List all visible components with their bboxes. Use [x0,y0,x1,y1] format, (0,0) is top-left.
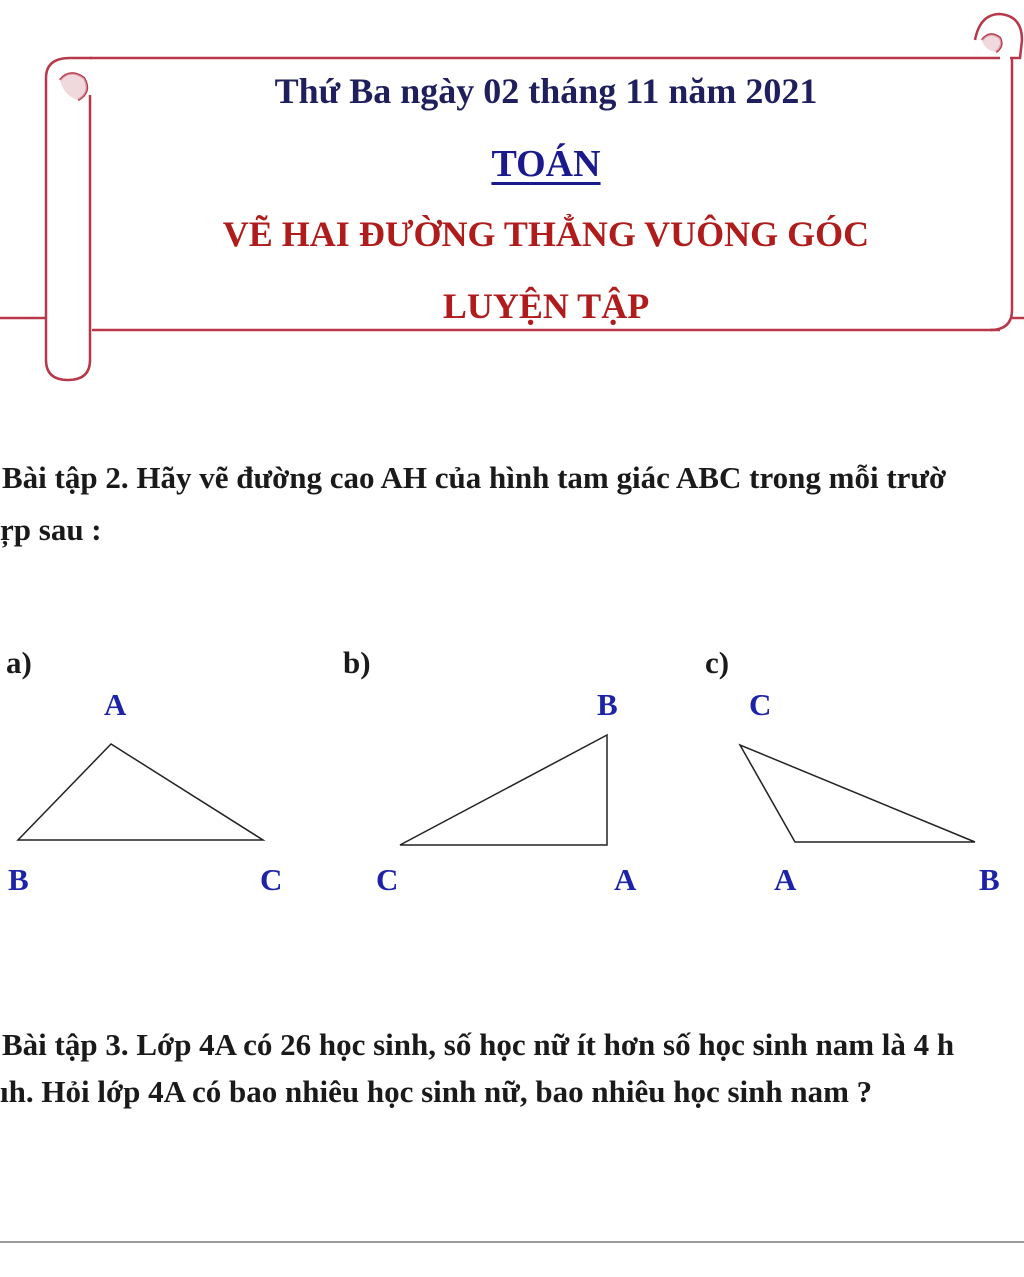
figure-a-label: a) [6,645,32,680]
subject-title: TOÁN [491,143,601,185]
triangle-b [400,735,607,845]
figure-c-label: c) [705,645,730,680]
section-title: LUYỆN TẬP [442,286,650,326]
triangle-c [740,745,975,842]
figure-c-vertex-right: B [979,862,1000,897]
figure-b-vertex-right: A [614,862,637,897]
exercise2-text-line1: Bài tập 2. Hãy vẽ đường cao AH của hình tam giác ABC trong mỗi trườ [2,460,947,495]
figure-b-vertex-left: C [376,862,399,897]
figure-a-vertex-left: B [8,862,29,897]
figure-c-vertex-left: A [774,862,797,897]
exercise3-text-line1: Bài tập 3. Lớp 4A có 26 học sinh, số học nữ ít hơn số học sinh nam là 4 h [2,1027,955,1062]
figure-b-label: b) [343,645,371,680]
lesson-date: Thứ Ba ngày 02 tháng 11 năm 2021 [274,71,818,111]
bottom-divider [0,1241,1024,1243]
lesson-title: VẼ HAI ĐƯỜNG THẲNG VUÔNG GÓC [222,214,870,254]
figure-a-vertex-right: C [260,862,283,897]
figure-a-vertex-top: A [104,687,127,722]
exercise3-text-line2: ıh. Hỏi lớp 4A có bao nhiêu học sinh nữ, bao nhiêu học sinh nam ? [0,1074,873,1109]
triangle-a [18,744,263,840]
exercise2-text-line2: ŗp sau : [0,512,102,547]
figure-b-vertex-top: B [597,687,618,722]
figure-c-vertex-top: C [749,687,772,722]
